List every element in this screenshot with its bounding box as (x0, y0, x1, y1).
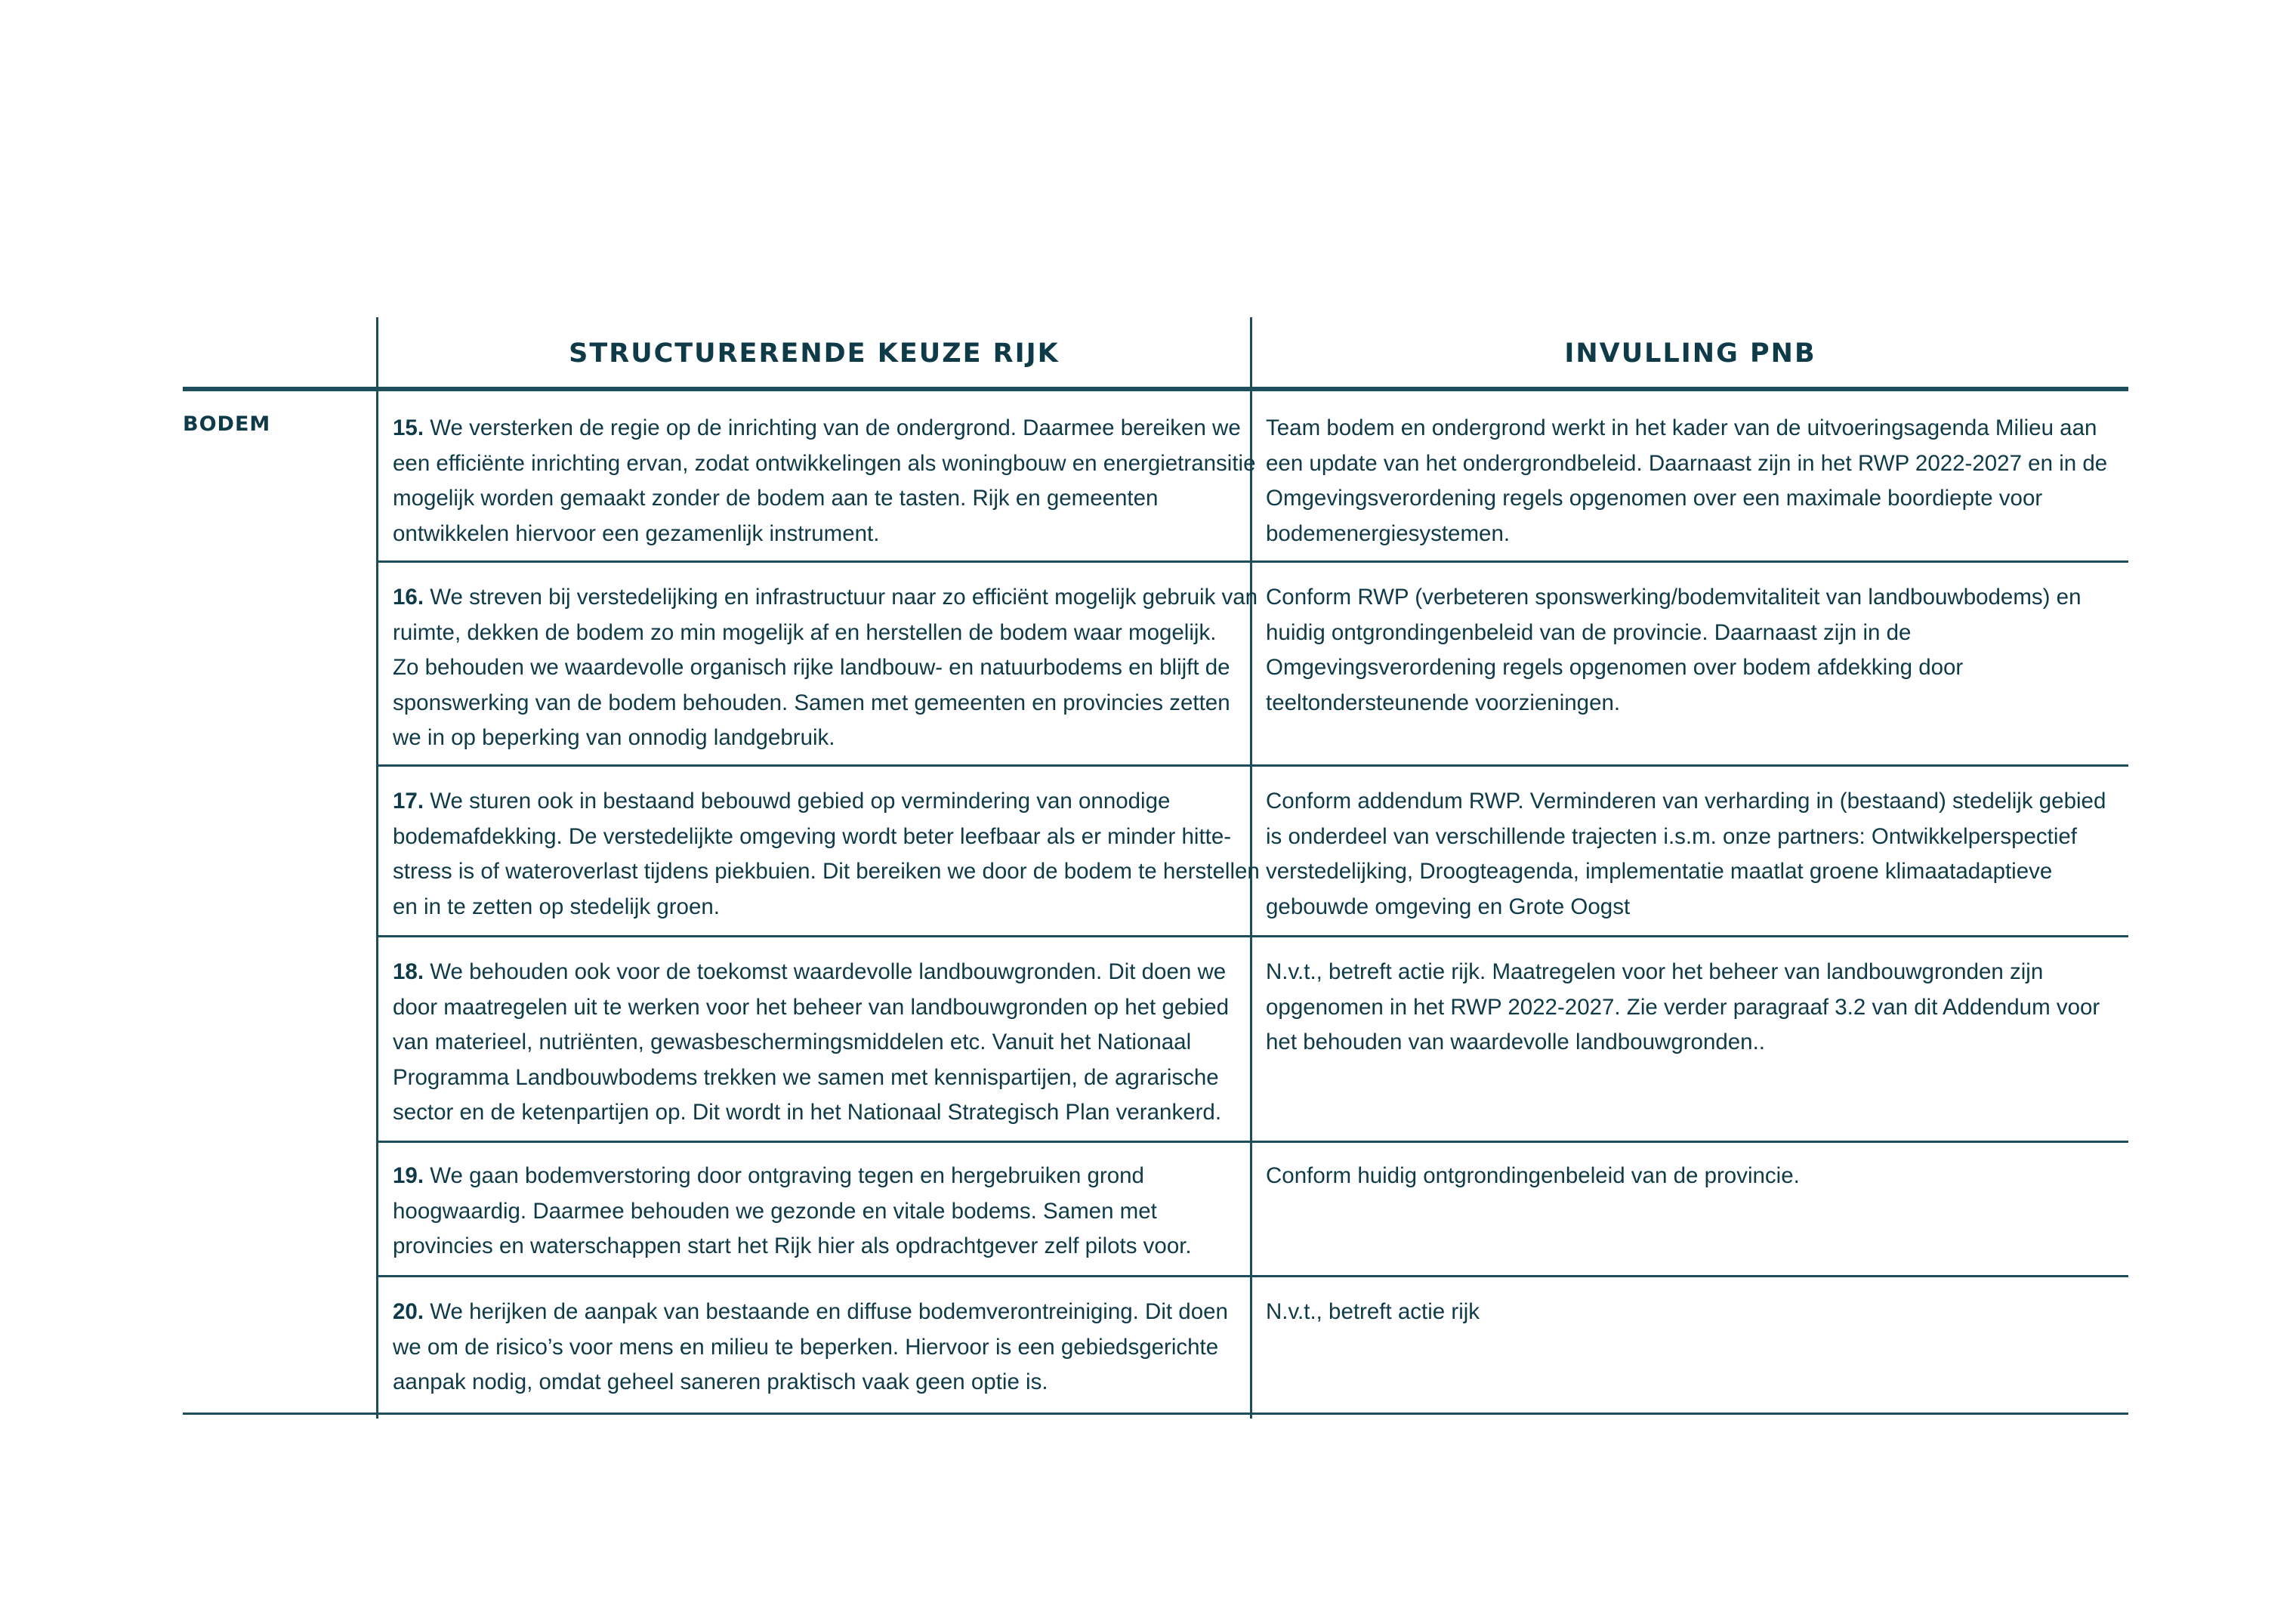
table-row (183, 764, 2128, 937)
pnb-text: Team bodem en ondergrond werkt in het kader van de uitvoeringsagenda Milieu aan een update van het ondergrondbeleid. Daarnaast zijn in het RWP 2022-2027 en in de Omgevingsverordening regels opgenomen over een maximale boordiepte voor bodemenergiesystemen. (1266, 415, 2108, 546)
pnb-cell (1266, 411, 2115, 551)
rijk-text: We gaan bodemverstoring door ontgraving tegen en hergebruiken grond hoogwaardig. Daarmee behouden we gezonde en vitale bodems. Samen met provincies en waterschappen start het Rijk hier als opdrachtgever zelf pilots voor. (393, 1163, 1192, 1258)
item-number: 16. (393, 585, 424, 610)
rijk-text: We streven bij verstedelijking en infrastructuur naar zo efficiënt mogelijk gebruik van ruimte, dekken de bodem zo min mogelijk af en herstellen de bodem waar mogelijk. (393, 585, 1258, 645)
rijk-text: We behouden ook voor de toekomst waardevolle landbouwgronden. Dit doen we door maatregelen uit te werken voor het beheer van landbouwgronden op het gebied van materieel, nutriënten, gewasbeschermingsmiddelen etc. Vanuit het Nationaal Programma Landbouwbodems trekken we samen met kennispartijen, de agrarische sector en de ketenpartijen op. Dit wordt in het Nationaal Strategisch Plan verankerd. (393, 959, 1230, 1125)
pnb-cell (1266, 1295, 2115, 1330)
item-number: 18. (393, 959, 424, 984)
rijk-text: We versterken de regie op de inrichting van de ondergrond. Daarmee bereiken we een efficiënte inrichting ervan, zodat ontwikkelingen als woningbouw en energietransitie mogelijk worden gemaakt zonder de bodem aan te tasten. Rijk en gemeenten ontwikkelen hiervoor een gezamenlijk instrument. (393, 415, 1256, 546)
pnb-cell (1266, 955, 2115, 1061)
pnb-text: Conform huidig ontgrondingenbeleid van de provincie. (1266, 1163, 1800, 1188)
pnb-text: N.v.t., betreft actie rijk. Maatregelen voor het beheer van landbouwgronden zijn opgenomen in het RWP 2022-2027. Zie verder paragraaf 3.2 van dit Addendum voor het behouden van waardevolle landbouwgronden.. (1266, 959, 2100, 1054)
table-row (183, 391, 2128, 562)
table-row (183, 1275, 2128, 1419)
column-header-pnb: INVULLING PNB (1564, 338, 1816, 369)
table-bottom-rule (183, 1413, 2128, 1415)
pnb-cell (1266, 784, 2115, 925)
comparison-table (183, 317, 2128, 1394)
pnb-cell (1266, 1159, 2115, 1194)
rijk-cell (393, 955, 1261, 1131)
pnb-text: Conform RWP (verbeteren sponswerking/bodemvitaliteit van landbouwbodems) en huidig ontgrondingenbeleid van de provincie. Daarnaast zijn in de Omgevingsverordening regels opgenomen over bodem afdekking door teeltondersteunende voorzieningen. (1266, 585, 2082, 715)
pnb-cell (1266, 580, 2115, 721)
table-row (183, 560, 2128, 766)
rijk-text-continued: Zo behouden we waardevolle organisch rijke landbouw- en natuurbodems en blijft de sponswerking van de bodem behouden. Samen met gemeenten en provincies zetten we in op beperking van onnodig landgebruik. (393, 655, 1230, 750)
rijk-cell (393, 580, 1261, 756)
rijk-cell (393, 1159, 1261, 1264)
item-number: 17. (393, 789, 424, 814)
table-header (183, 317, 2128, 390)
item-number: 19. (393, 1163, 424, 1188)
rijk-cell (393, 411, 1261, 551)
pnb-text: N.v.t., betreft actie rijk (1266, 1299, 1480, 1324)
rijk-text: We herijken de aanpak van bestaande en diffuse bodemverontreiniging. Dit doen we om de risico’s voor mens en milieu te beperken. Hiervoor is een gebiedsgerichte aanpak nodig, omdat geheel saneren praktisch vaak geen optie is. (393, 1299, 1228, 1394)
table-row (183, 935, 2128, 1142)
theme-label: BODEM (183, 412, 271, 436)
item-number: 15. (393, 415, 424, 440)
column-header-rijk: STRUCTURERENDE KEUZE RIJK (569, 338, 1060, 369)
table-row (183, 1139, 2128, 1277)
item-number: 20. (393, 1299, 424, 1324)
rijk-cell (393, 1295, 1261, 1400)
rijk-cell (393, 784, 1261, 925)
pnb-text: Conform addendum RWP. Verminderen van verharding in (bestaand) stedelijk gebied is onderdeel van verschillende trajecten i.s.m. onze partners: Ontwikkelperspectief verstedelijking, Droogteagenda, implementatie maatlat groene klimaatadaptieve gebouwde omgeving en Grote Oogst (1266, 789, 2106, 919)
rijk-text: We sturen ook in bestaand bebouwd gebied op vermindering van onnodige bodemafdekking. De verstedelijkte omgeving wordt beter leefbaar als er minder hitte-stress is of wateroverlast tijdens piekbuien. Dit bereiken we door de bodem te herstellen en in te zetten op stedelijk groen. (393, 789, 1260, 919)
